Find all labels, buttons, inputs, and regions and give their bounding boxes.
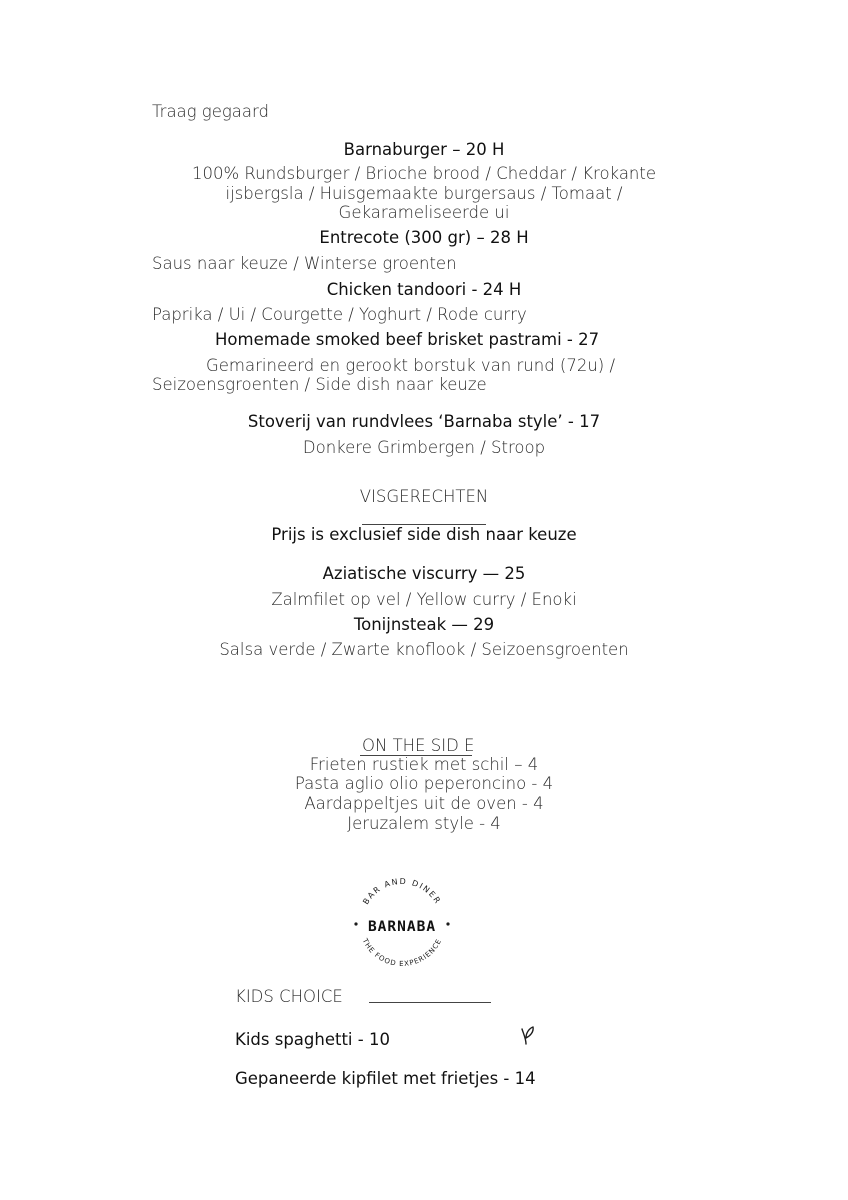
dish-desc-pastrami-2: Seizoensgroenten / Side dish naar keuze xyxy=(152,375,487,394)
section-heading-side xyxy=(362,736,474,756)
kids-item: Kids spaghetti - 10 xyxy=(235,1030,390,1049)
side-item: Pasta aglio olio peperoncino - 4 xyxy=(294,774,554,793)
dish-title-stoverij: Stoverij van rundvlees ‘Barnaba style’ - 17 xyxy=(247,412,601,431)
dish-desc-pastrami-1: Gemarineerd en gerookt borstuk van rund (72u) / xyxy=(206,356,616,375)
dish-desc-barnaburger-3: Gekarameliseerde ui xyxy=(338,203,510,222)
dish-title-chicken: Chicken tandoori - 24 H xyxy=(326,280,522,299)
side-item: Aardappeltjes uit de oven - 4 xyxy=(304,794,544,813)
section-heading-kids: KIDS CHOICE xyxy=(235,987,343,1006)
side-item: Frieten rustiek met schil – 4 xyxy=(309,755,539,774)
kids-divider xyxy=(369,1002,491,1003)
section-heading-fish: VISGERECHTEN xyxy=(359,487,489,506)
dish-desc-chicken: Paprika / Ui / Courgette / Yoghurt / Rode curry xyxy=(152,305,527,324)
logo-dot-left xyxy=(354,922,357,925)
dish-desc-barnaburger-2: ijsbergsla / Huisgemaakte burgersaus / Tomaat / xyxy=(225,184,623,203)
fish-note: Prijs is exclusief side dish naar keuze xyxy=(271,525,577,544)
logo-arc-bottom: THE FOOD EXPERIENCE xyxy=(360,937,444,969)
dish-title-tonijnsteak: Tonijnsteak — 29 xyxy=(353,615,495,634)
logo-arc-top: BAR AND DINER xyxy=(361,876,443,907)
dish-title-entrecote: Entrecote (300 gr) – 28 H xyxy=(319,228,529,247)
dish-desc-viscurry: Zalmfilet op vel / Yellow curry / Enoki xyxy=(271,590,577,609)
barnaba-logo xyxy=(349,870,455,976)
dish-title-viscurry: Aziatische viscurry — 25 xyxy=(322,564,526,583)
logo-name: BARNABA xyxy=(367,919,437,935)
dish-desc-tonijnsteak: Salsa verde / Zwarte knoflook / Seizoensgroenten xyxy=(219,640,629,659)
logo-dot-right xyxy=(446,922,449,925)
svg-text:BAR AND DINER xyxy=(361,877,442,906)
dish-desc-stoverij: Donkere Grimbergen / Stroop xyxy=(302,438,546,457)
leaf-icon xyxy=(517,1024,537,1046)
section-heading-slow-cooked: Traag gegaard xyxy=(152,102,269,121)
side-item: Jeruzalem style - 4 xyxy=(347,814,501,833)
dish-title-pastrami: Homemade smoked beef brisket pastrami - 27 xyxy=(215,330,600,349)
dish-desc-barnaburger-1: 100% Rundsburger / Brioche brood / Cheddar / Krokante xyxy=(191,164,657,183)
kids-item: Gepaneerde kipfilet met frietjes - 14 xyxy=(235,1069,536,1088)
svg-text:THE FOOD EXPERIENCE xyxy=(360,936,443,968)
dish-title-barnaburger: Barnaburger – 20 H xyxy=(343,140,505,159)
dish-desc-entrecote: Saus naar keuze / Winterse groenten xyxy=(152,254,457,273)
section-heading-side-main: ON THE SID xyxy=(362,736,459,755)
section-heading-side-tail: E xyxy=(464,736,475,755)
